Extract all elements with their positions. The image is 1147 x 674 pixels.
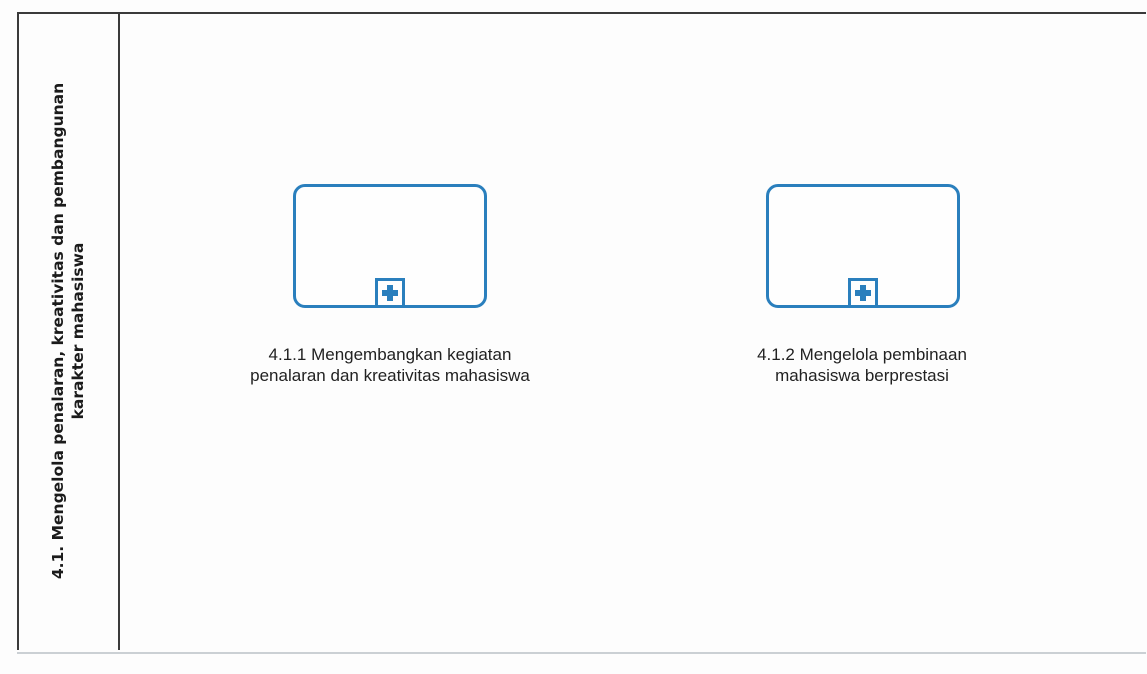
swimlane-frame [17,12,1146,650]
subprocess-task-1[interactable] [293,184,487,308]
plus-icon[interactable] [375,278,405,308]
task-2-label-line-1: 4.1.2 Mengelola pembinaan [757,345,967,364]
lane-title [48,83,88,579]
bottom-border [17,652,1146,654]
plus-icon-glyph [381,284,399,302]
subprocess-task-2[interactable] [766,184,960,308]
lane-header-divider [118,12,120,650]
subprocess-task-2-label [652,344,1072,386]
task-1-label-line-2: penalaran dan kreativitas mahasiswa [250,366,530,385]
plus-icon[interactable] [848,278,878,308]
lane-header [18,12,118,650]
lane-title-line-1: 4.1. Mengelola penalaran, kreativitas dan pembangunan [49,82,68,580]
plus-icon-glyph [854,284,872,302]
subprocess-task-1-label [180,344,600,386]
task-2-label-line-2: mahasiswa berprestasi [775,366,949,385]
task-1-label-line-1: 4.1.1 Mengembangkan kegiatan [268,345,512,364]
lane-title-line-2: karakter mahasiswa [69,242,88,420]
